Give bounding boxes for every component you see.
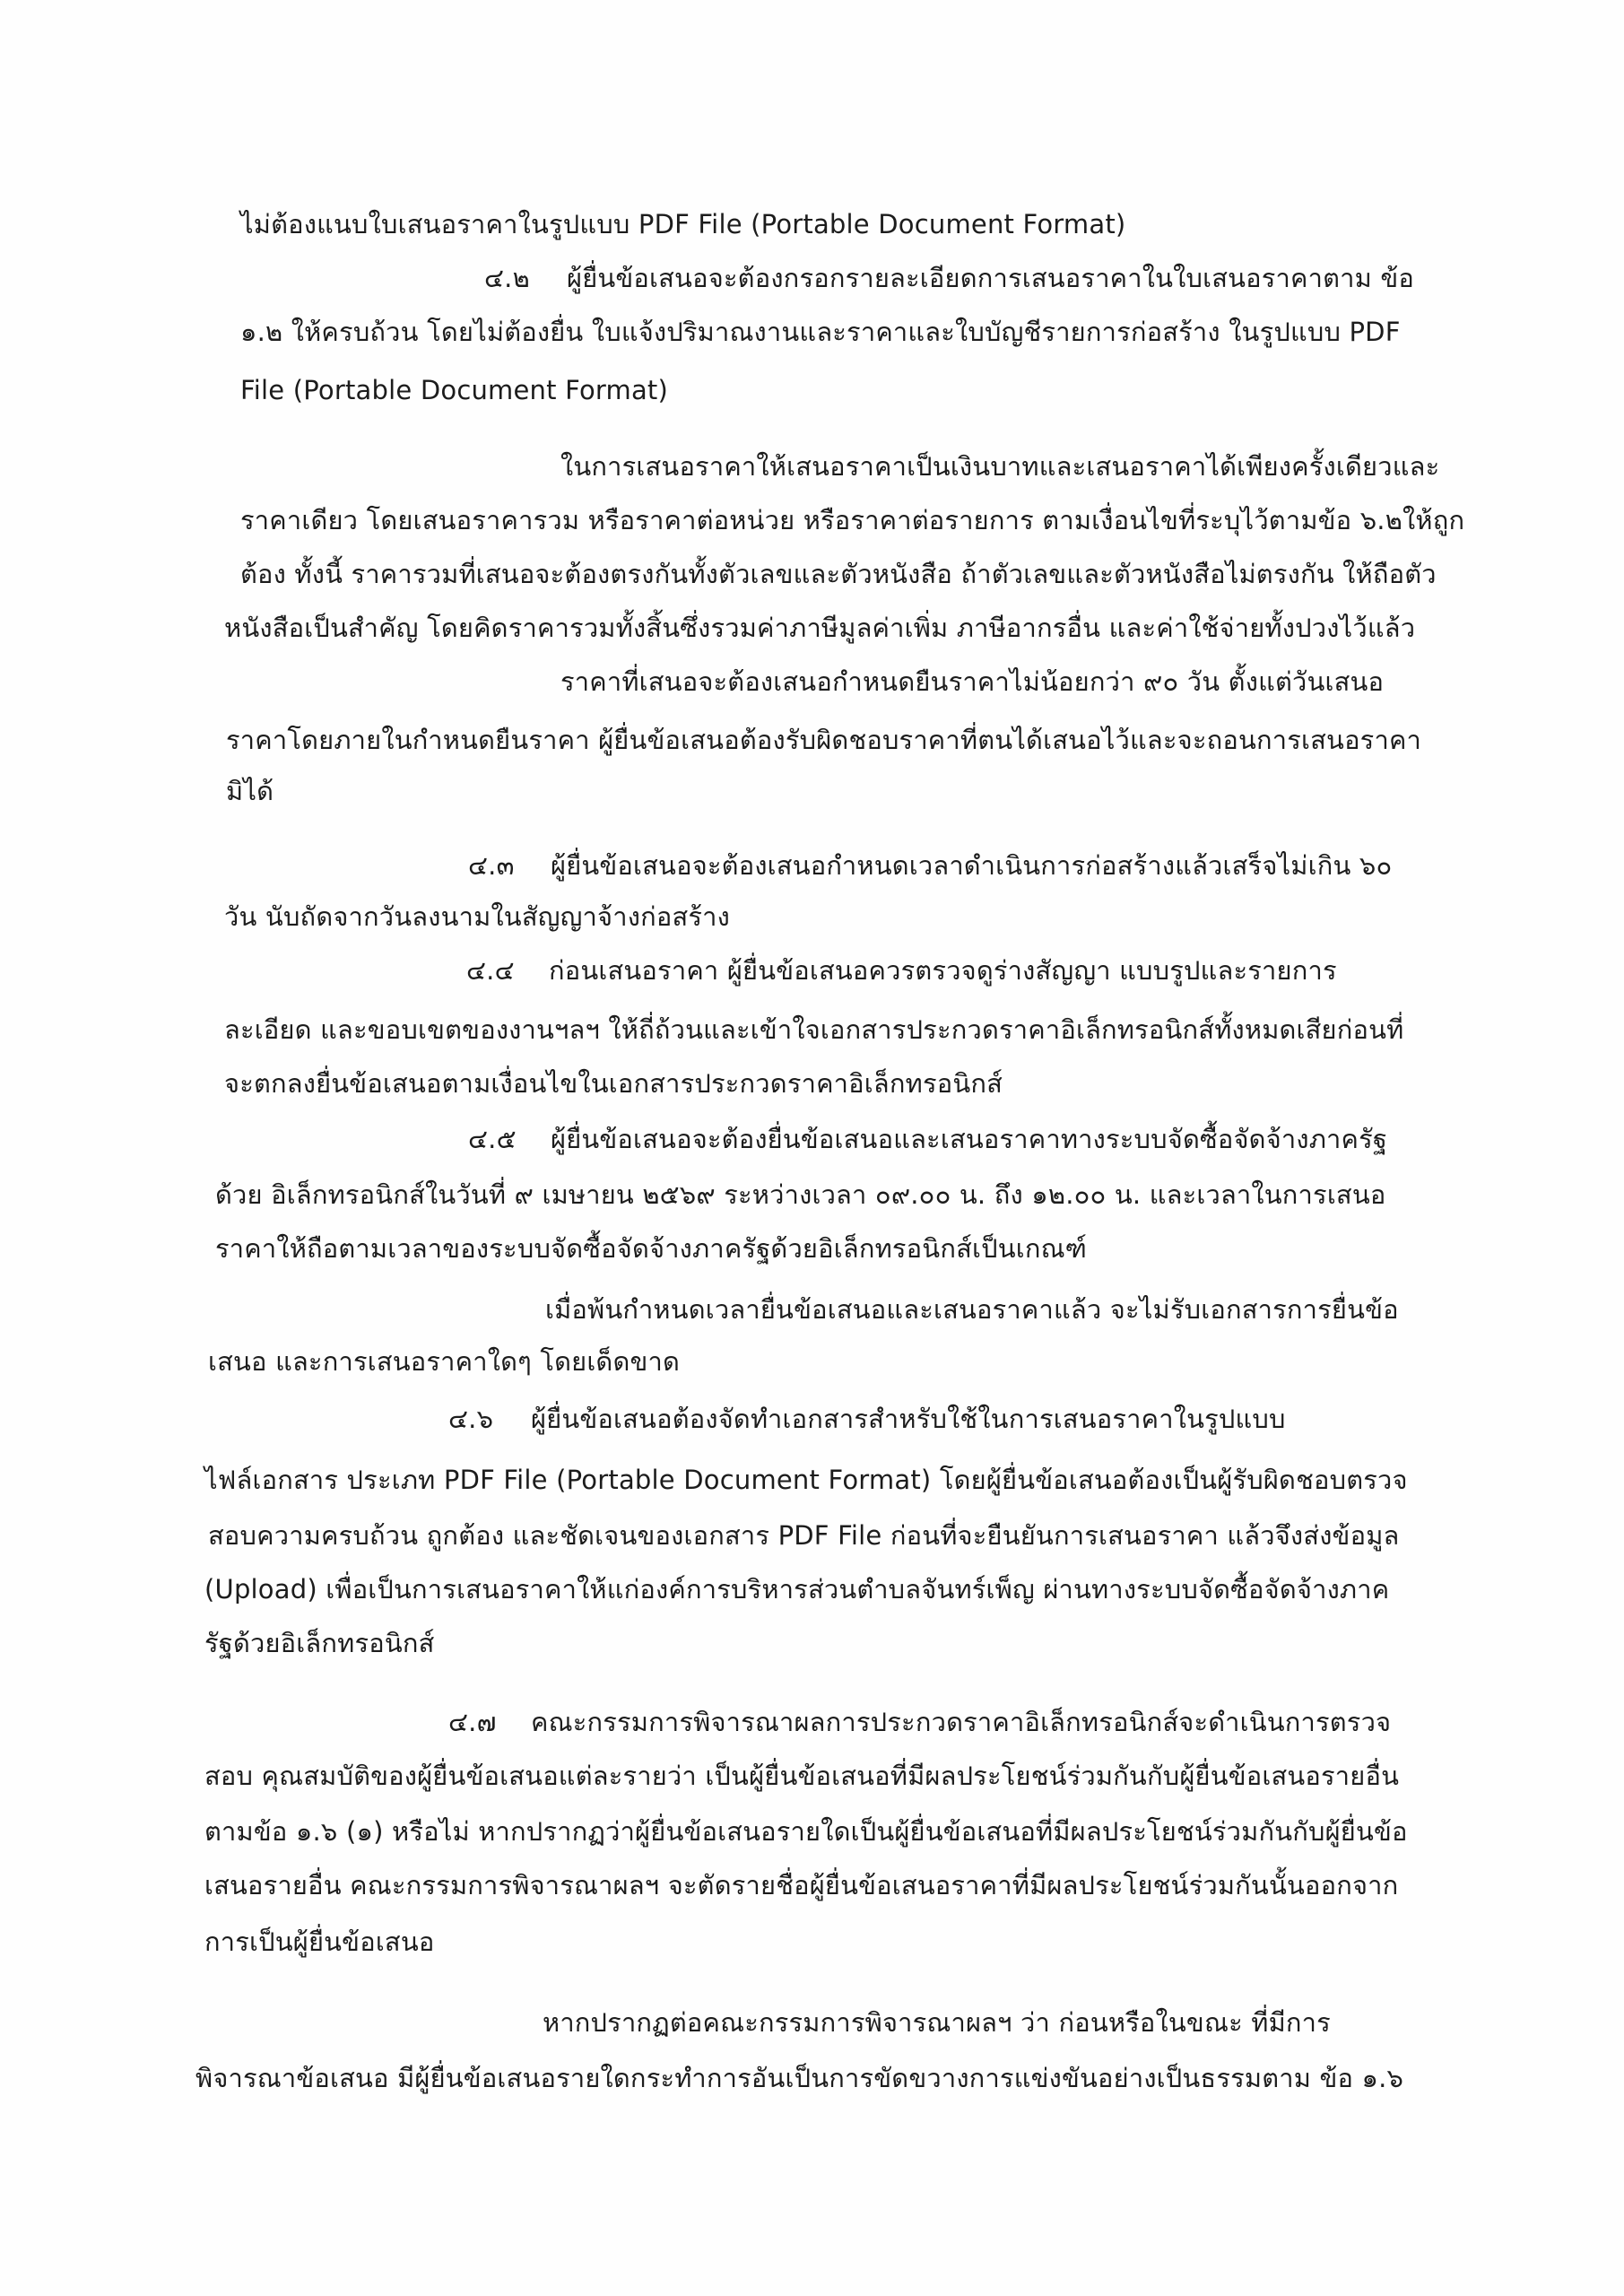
text-line: ตามข้อ ๑.๖ (๑) หรือไม่ หากปรากฏว่าผู้ยื่นข้อเสนอรายใดเป็นผู้ยื่นข้อเสนอที่มีผลประโยชน์ร่วมกันกับผู้ยื่นข้อ — [204, 1816, 1408, 1847]
text-line: การเป็นผู้ยื่นข้อเสนอ — [204, 1926, 435, 1957]
text-line: หากปรากฏต่อคณะกรรมการพิจารณาผลฯ ว่า ก่อนหรือในขณะ ที่มีการ — [543, 2007, 1331, 2038]
text-line: ราคาโดยภายในกำหนดยืนราคา ผู้ยื่นข้อเสนอต้องรับผิดชอบราคาที่ตนได้เสนอไว้และจะถอนการเสนอราคา — [226, 725, 1422, 755]
text-line: ราคาให้ถือตามเวลาของระบบจัดซื้อจัดจ้างภาครัฐด้วยอิเล็กทรอนิกส์เป็นเกณฑ์ — [215, 1233, 1087, 1264]
text-line: ไฟล์เอกสาร ประเภท PDF File (Portable Document Format) โดยผู้ยื่นข้อเสนอต้องเป็นผู้รับผิดชอบตรวจ — [204, 1465, 1408, 1495]
clause-4-7 — [448, 1704, 1391, 1740]
text-line: File (Portable Document Format) — [240, 375, 669, 405]
clause-text: ผู้ยื่นข้อเสนอต้องจัดทำเอกสารสำหรับใช้ในการเสนอราคาในรูปแบบ — [531, 1404, 1286, 1434]
clause-number: ๔.๒ — [484, 263, 530, 293]
text-line: เสนอ และการเสนอราคาใดๆ โดยเด็ดขาด — [208, 1346, 681, 1377]
clause-text: ก่อนเสนอราคา ผู้ยื่นข้อเสนอควรตรวจดูร่างสัญญา แบบรูปและรายการ — [549, 955, 1337, 986]
clause-text: ผู้ยื่นข้อเสนอจะต้องกรอกรายละเอียดการเสนอราคาในใบเสนอราคาตาม ข้อ — [567, 263, 1415, 293]
clause-number: ๔.๖ — [448, 1404, 494, 1434]
text-line: จะตกลงยื่นข้อเสนอตามเงื่อนไขในเอกสารประกวดราคาอิเล็กทรอนิกส์ — [224, 1068, 1003, 1099]
text-line: รัฐด้วยอิเล็กทรอนิกส์ — [204, 1628, 435, 1658]
clause-number: ๔.๔ — [466, 955, 515, 986]
text-line: เสนอรายอื่น คณะกรรมการพิจารณาผลฯ จะตัดรายชื่อผู้ยื่นข้อเสนอราคาที่มีผลประโยชน์ร่วมกันนั้นออกจาก — [204, 1870, 1399, 1900]
text-line: ราคาเดียว โดยเสนอราคารวม หรือราคาต่อหน่วย หรือราคาต่อรายการ ตามเงื่อนไขที่ระบุไว้ตามข้อ ๖.๒ให้ถูก — [240, 505, 1465, 535]
clause-4-5 — [468, 1121, 1387, 1157]
clause-4-3 — [468, 848, 1392, 883]
clause-4-2 — [484, 260, 1414, 296]
text-line: สอบความครบถ้วน ถูกต้อง และชัดเจนของเอกสาร PDF File ก่อนที่จะยืนยันการเสนอราคา แล้วจึงส่งข้อมูล — [208, 1520, 1400, 1551]
clause-text: คณะกรรมการพิจารณาผลการประกวดราคาอิเล็กทรอนิกส์จะดำเนินการตรวจ — [531, 1707, 1392, 1737]
text-line: วัน นับถัดจากวันลงนามในสัญญาจ้างก่อสร้าง — [224, 901, 730, 932]
clause-4-4 — [466, 952, 1337, 988]
text-line: หนังสือเป็นสำคัญ โดยคิดราคารวมทั้งสิ้นซึ่งรวมค่าภาษีมูลค่าเพิ่ม ภาษีอากรอื่น และค่าใช้จ่ายทั้งปวงไว้แล้ว — [224, 613, 1416, 643]
text-line: เมื่อพ้นกำหนดเวลายื่นข้อเสนอและเสนอราคาแล้ว จะไม่รับเอกสารการยื่นข้อ — [545, 1294, 1399, 1325]
clause-text: ผู้ยื่นข้อเสนอจะต้องยื่นข้อเสนอและเสนอราคาทางระบบจัดซื้อจัดจ้างภาครัฐ — [551, 1124, 1388, 1154]
text-line: ละเอียด และขอบเขตของงานฯลฯ ให้ถี่ถ้วนและเข้าใจเอกสารประกวดราคาอิเล็กทรอนิกส์ทั้งหมดเสียก่อนที่ — [224, 1014, 1404, 1045]
text-line: ราคาที่เสนอจะต้องเสนอกำหนดยืนราคาไม่น้อยกว่า ๙๐ วัน ตั้งแต่วันเสนอ — [560, 666, 1385, 697]
text-line: ไม่ต้องแนบใบเสนอราคาในรูปแบบ PDF File (Portable Document Format) — [240, 209, 1126, 239]
text-line: ด้วย อิเล็กทรอนิกส์ในวันที่ ๙ เมษายน ๒๕๖๙ ระหว่างเวลา ๐๙.๐๐ น. ถึง ๑๒.๐๐ น. และเวลาในการเสนอ — [215, 1179, 1386, 1210]
clause-number: ๔.๕ — [468, 1124, 517, 1154]
text-line: พิจารณาข้อเสนอ มีผู้ยื่นข้อเสนอรายใดกระทำการอันเป็นการขัดขวางการแข่งขันอย่างเป็นธรรมตาม ข้อ ๑.๖ — [195, 2063, 1404, 2093]
text-line: สอบ คุณสมบัติของผู้ยื่นข้อเสนอแต่ละรายว่า เป็นผู้ยื่นข้อเสนอที่มีผลประโยชน์ร่วมกันกับผู้ยื่นข้อเสนอรายอื่น — [204, 1761, 1400, 1791]
text-line: ในการเสนอราคาให้เสนอราคาเป็นเงินบาทและเสนอราคาได้เพียงครั้งเดียวและ — [560, 451, 1440, 482]
text-line: มิได้ — [226, 776, 274, 806]
text-line: (Upload) เพื่อเป็นการเสนอราคาให้แก่องค์การบริหารส่วนตำบลจันทร์เพ็ญ ผ่านทางระบบจัดซื้อจัดจ้างภาค — [204, 1574, 1390, 1605]
text-line: ๑.๒ ให้ครบถ้วน โดยไม่ต้องยื่น ใบแจ้งปริมาณงานและราคาและใบบัญชีรายการก่อสร้าง ในรูปแบบ PDF — [240, 317, 1401, 347]
clause-number: ๔.๗ — [448, 1707, 497, 1737]
text-line: ต้อง ทั้งนี้ ราคารวมที่เสนอจะต้องตรงกันทั้งตัวเลขและตัวหนังสือ ถ้าตัวเลขและตัวหนังสือไม่ตรงกัน ให้ถือตัว — [240, 559, 1437, 589]
clause-number: ๔.๓ — [468, 850, 515, 881]
clause-4-6 — [448, 1401, 1286, 1437]
clause-text: ผู้ยื่นข้อเสนอจะต้องเสนอกำหนดเวลาดำเนินการก่อสร้างแล้วเสร็จไม่เกิน ๖๐ — [551, 850, 1393, 881]
